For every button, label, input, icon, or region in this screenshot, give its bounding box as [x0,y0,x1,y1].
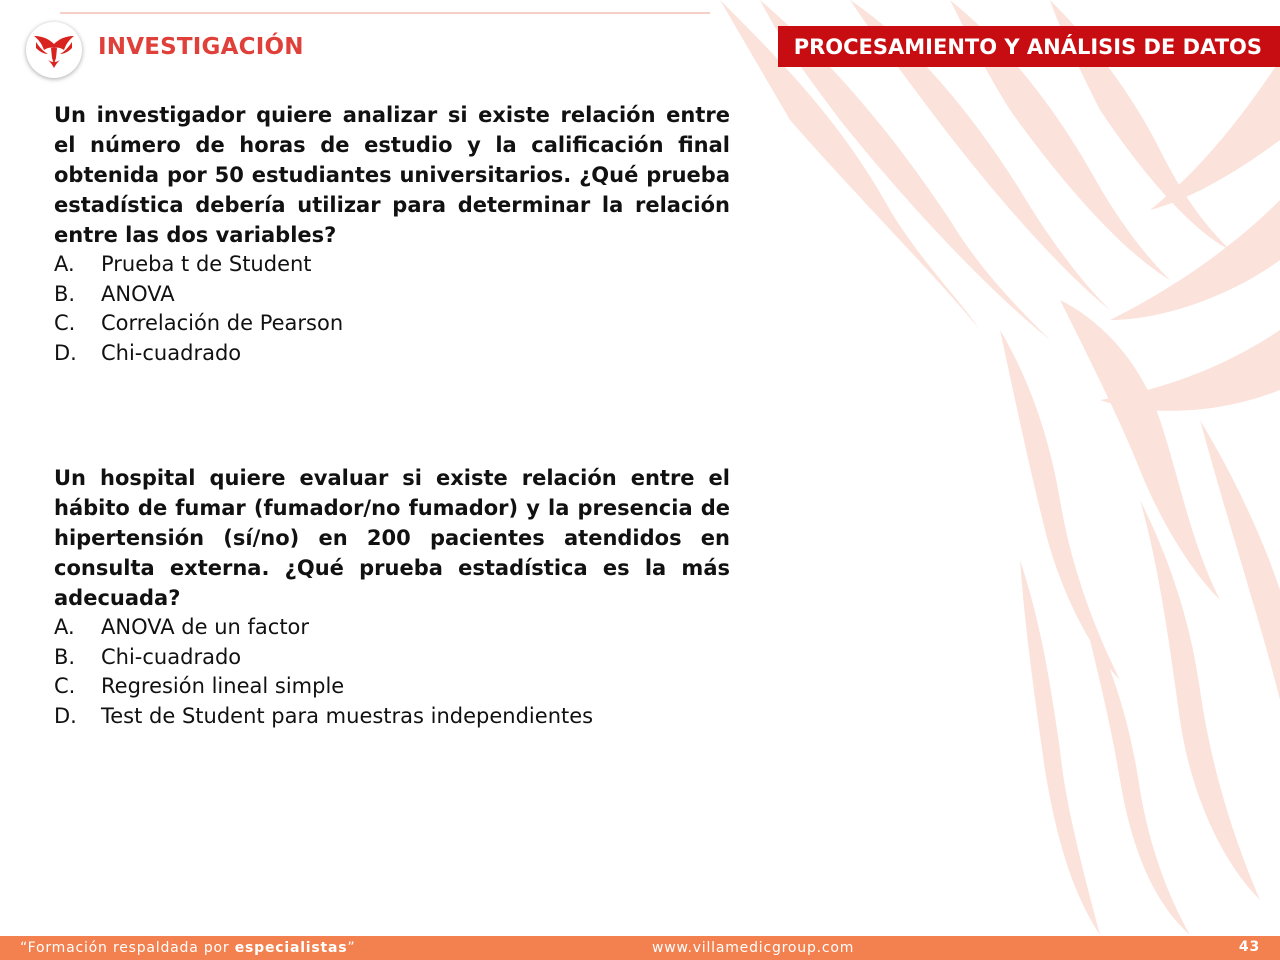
topic-banner: PROCESAMIENTO Y ANÁLISIS DE DATOS [778,26,1280,67]
slogan-prefix: “Formación respaldada por [20,940,235,956]
footer-website-link[interactable]: www.villamedicgroup.com [652,940,855,956]
question-2-options [54,613,754,732]
option-item[interactable] [54,280,754,310]
option-letter: B. [54,281,76,306]
option-letter: D. [54,704,77,729]
page-number: 43 [1238,939,1260,955]
option-text: Prueba t de Student [101,252,312,276]
option-item[interactable] [54,339,754,369]
option-letter: C. [54,311,76,336]
option-text: ANOVA de un factor [101,615,310,639]
option-item[interactable] [54,250,754,280]
question-1-text: Un investigador quiere analizar si existe relación entre el número de horas de estudio y la calificación final obtenida por 50 estudiantes universitarios. ¿Qué prueba estadística debería utilizar para determinar la relación entre las dos variables? [54,103,730,247]
option-text: Test de Student para muestras independientes [101,704,594,729]
option-item[interactable] [54,309,754,339]
question-1-options [54,250,754,369]
phoenix-logo-icon [26,22,82,78]
option-item[interactable] [54,702,754,732]
logo [26,22,82,78]
option-letter: C. [54,674,76,699]
option-text: Chi-cuadrado [101,341,242,366]
option-letter: A. [54,252,75,276]
slogan-emphasis: especialistas [234,940,348,956]
option-text: ANOVA [101,281,175,306]
option-letter: D. [54,341,77,366]
option-item[interactable] [54,672,754,702]
slogan-suffix: ” [347,940,356,956]
header-divider [60,12,710,14]
footer-slogan [20,940,355,956]
option-item[interactable] [54,643,754,673]
option-letter: B. [54,644,76,669]
phoenix-watermark-icon [720,0,1280,935]
option-text: Chi-cuadrado [101,644,242,669]
option-letter: A. [54,615,75,639]
option-text: Correlación de Pearson [101,311,344,336]
option-text: Regresión lineal simple [101,674,345,699]
question-2-text: Un hospital quiere evaluar si existe relación entre el hábito de fumar (fumador/no fumador) y la presencia de hipertensión (sí/no) en 200 pacientes atendidos en consulta externa. ¿Qué prueba estadística es la más adecuada? [54,466,730,610]
section-title: INVESTIGACIÓN [98,34,304,60]
option-item[interactable] [54,613,754,643]
footer [0,936,1280,960]
